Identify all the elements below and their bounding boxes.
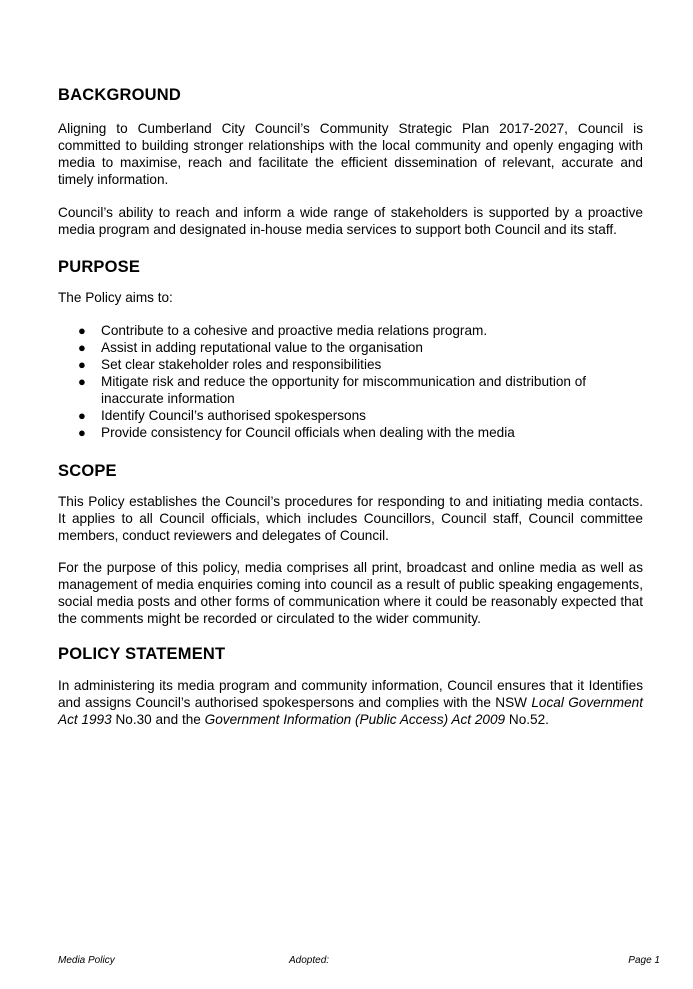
purpose-section — [58, 256, 643, 441]
list-item: ● Mitigate risk and reduce the opportunity for miscommunication and distribution of inaccurate information — [78, 374, 587, 406]
bullet-icon: ● — [78, 374, 86, 390]
local-government-act-title: Local Government Act 1993 — [58, 694, 644, 727]
bullet-icon: ● — [78, 323, 86, 339]
purpose-bullet-list — [58, 323, 643, 441]
gipa-act-title: Government Information (Public Access) Act 2009 — [204, 711, 506, 727]
bullet-icon: ● — [78, 407, 86, 423]
scope-paragraph-2: For the purpose of this policy, media comprises all print, broadcast and online media as well as management of media enquiries coming into council as a result of public speaking engagements, social media posts and other forms of communication where it could be reasonably expected that the comments might be recorded or circulated to the wider community. — [58, 560, 643, 627]
list-item: ● Provide consistency for Council officials when dealing with the media — [78, 424, 515, 440]
document-body — [58, 84, 643, 729]
policy-statement-paragraph: In administering its media program and community information, Council ensures that it Identifies and assigns Council’s authorised spokespersons and complies with the NSW Local Government Act 1993 No.30 and the Government Information (Public Access) Act 2009 No.52. — [58, 678, 644, 727]
scope-paragraph-1: This Policy establishes the Council’s procedures for responding to and initiating media contacts. It applies to all Council officials, which includes Councillors, Council staff, Council committee members, conduct reviewers and delegates of Council. — [58, 493, 643, 543]
purpose-intro: The Policy aims to: — [58, 290, 173, 306]
list-item: ● Identify Council’s authorised spokespersons — [78, 407, 366, 423]
bullet-icon: ● — [78, 424, 86, 440]
background-section — [58, 84, 643, 238]
footer-page-number: Page 1 — [628, 955, 660, 966]
list-item: ● Set clear stakeholder roles and responsibilities — [78, 357, 382, 373]
policy-statement-section — [58, 643, 643, 729]
bullet-icon: ● — [78, 357, 86, 373]
footer-document-title: Media Policy — [58, 955, 115, 966]
list-item: ● Contribute to a cohesive and proactive media relations program. — [78, 323, 488, 339]
list-item: ● Assist in adding reputational value to the organisation — [78, 340, 423, 356]
purpose-heading: PURPOSE — [58, 258, 141, 277]
scope-section — [58, 460, 643, 628]
scope-heading: SCOPE — [58, 461, 117, 480]
background-paragraph-1: Aligning to Cumberland City Council’s Community Strategic Plan 2017-2027, Council is committed to building stronger relationships with the local community and openly engaging with media to maximise, reach and facilitate the efficient dissemination of relevant, accurate and timely information. — [58, 121, 643, 187]
background-paragraph-2: Council’s ability to reach and inform a wide range of stakeholders is supported by a proactive media program and designated in-house media services to support both Council and its staff. — [58, 204, 643, 237]
footer-adopted-label: Adopted: — [289, 955, 330, 966]
background-heading: BACKGROUND — [58, 86, 181, 104]
bullet-icon: ● — [78, 340, 86, 356]
policy-statement-heading: POLICY STATEMENT — [58, 645, 226, 664]
